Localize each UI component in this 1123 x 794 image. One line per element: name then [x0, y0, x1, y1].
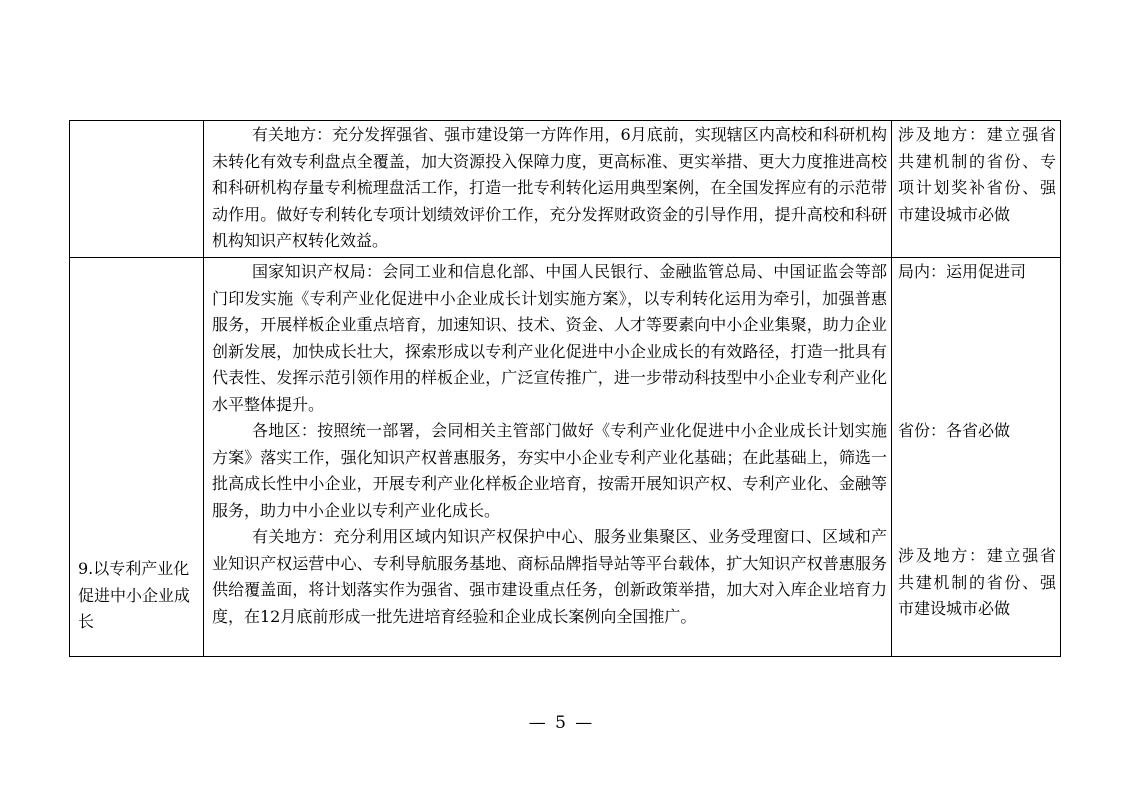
task-cell — [70, 121, 204, 258]
page-number: — 5 — — [528, 713, 595, 733]
task-cell — [70, 258, 204, 657]
content-cell — [204, 258, 892, 657]
content-paragraph: 有关地方：充分利用区域内知识产权保护中心、服务业集聚区、业务受理窗口、区域和产业知识产权运营中心、专利导航服务基地、商标品牌指导站等平台载体，扩大知识产权普惠服务供给覆盖面，将计划落实作为强省、强市建设重点任务，创新政策举措，加大对入库企业培育力度，在12月底前形成一批先进培育经验和企业成长案例向全国推广。 — [212, 527, 887, 626]
content-cell — [204, 121, 892, 258]
table-row — [70, 121, 1061, 258]
table-row — [70, 258, 1061, 657]
content-paragraph: 国家知识产权局：会同工业和信息化部、中国人民银行、金融监管总局、中国证监会等部门印发实施《专利产业化促进中小企业成长计划实施方案》，以专利转化运用为牵引，加强普惠服务，开展样板企业重点培育，加速知识、技术、资金、人才等要素向中小企业集聚，助力企业创新发展，加快成长壮大，探索形成以专利产业化促进中小企业成长的有效路径，打造一批具有代表性、发挥示范引领作用的样板企业，广泛宣传推广，进一步带动科技型中小企业专利产业化水平整体提升。 — [212, 262, 887, 414]
responsibility-text: 局内：运用促进司 — [898, 262, 1027, 281]
responsibility-text: 涉及地方：建立强省共建机制的省份、强市建设城市必做 — [898, 546, 1056, 618]
responsibility-text: 涉及地方：建立强省共建机制的省份、专项计划奖补省份、强市建设城市必做 — [898, 125, 1056, 224]
responsibility-cell — [892, 258, 1061, 657]
task-table — [69, 120, 1061, 657]
content-paragraph: 有关地方：充分发挥强省、强市建设第一方阵作用，6月底前，实现辖区内高校和科研机构未转化有效专利盘点全覆盖，加大资源投入保障力度，更高标准、更实举措、更大力度推进高校和科研机构存量专利梳理盘活工作，打造一批专利转化运用典型案例，在全国发挥应有的示范带动作用。做好专利转化专项计划绩效评价工作，充分发挥财政资金的引导作用，提升高校和科研机构知识产权转化效益。 — [212, 125, 887, 250]
responsibility-cell — [892, 121, 1061, 258]
responsibility-text: 省份：各省必做 — [898, 421, 1011, 440]
content-paragraph: 各地区：按照统一部署，会同相关主管部门做好《专利产业化促进中小企业成长计划实施方案》落实工作，强化知识产权普惠服务，夯实中小企业专利产业化基础；在此基础上，筛选一批高成长性中小企业，开展专利产业化样板企业培育，按需开展知识产权、专利产业化、金融等服务，助力中小企业以专利产业化成长。 — [212, 421, 887, 520]
task-label: 9.以专利产业化促进中小企业成长 — [78, 559, 191, 631]
